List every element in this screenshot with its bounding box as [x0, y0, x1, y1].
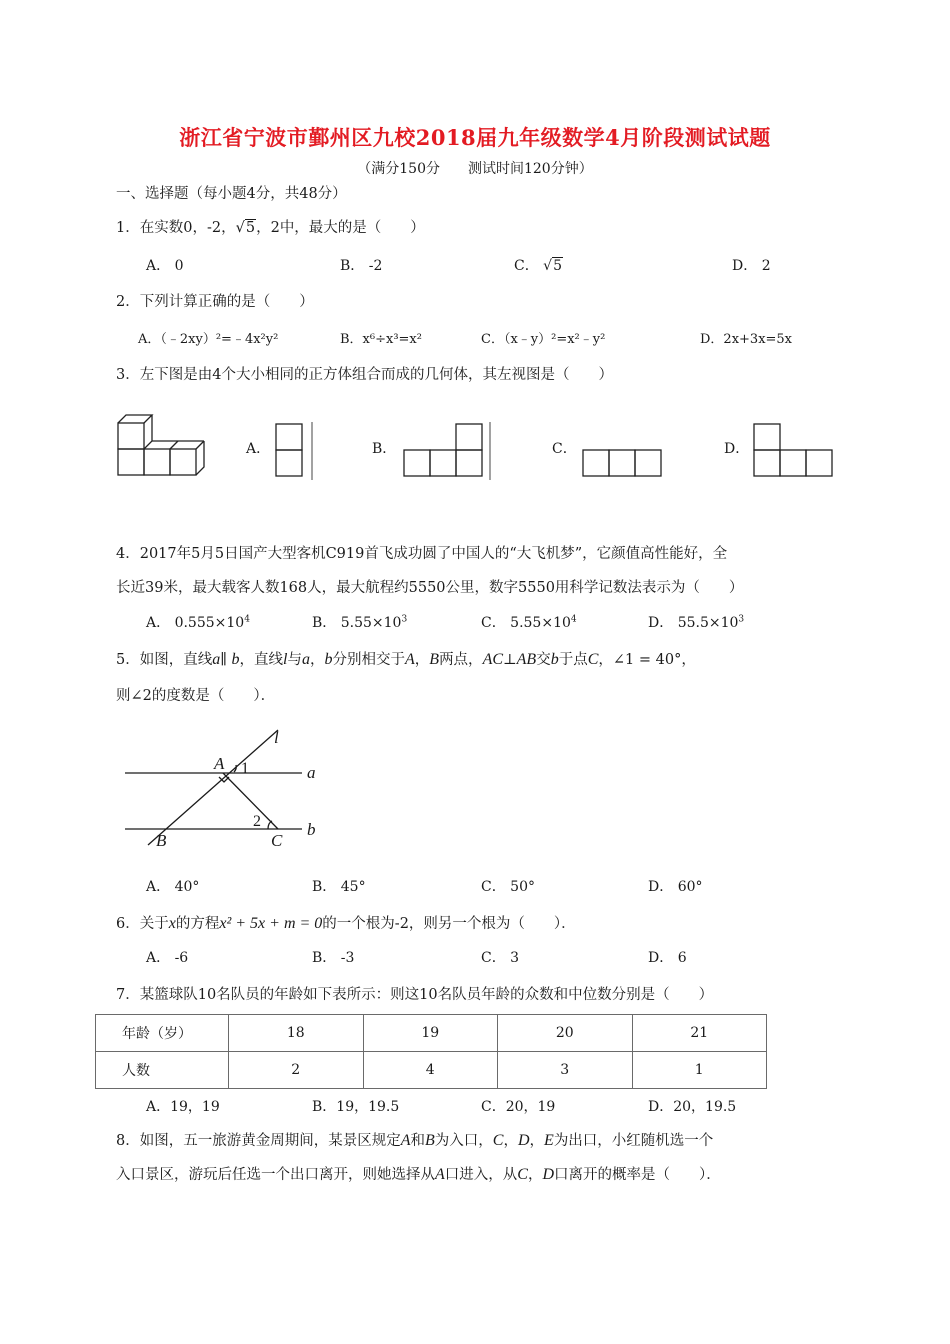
q4-option-a — [146, 612, 250, 632]
option-value: 50° — [510, 879, 535, 895]
q5-var-b: b — [324, 651, 333, 668]
table-cell: 人数 — [96, 1052, 229, 1089]
q6-text: 的方程 — [175, 916, 220, 932]
q5-geometry-figure — [120, 725, 340, 855]
q3-option-b-figure — [402, 422, 492, 482]
cube-solid — [118, 415, 204, 475]
q7-option-d: D．20，19.5 — [648, 1099, 737, 1115]
q5-text: ，直线 — [239, 652, 284, 668]
q8-point-d: D — [542, 1166, 555, 1183]
q5-seg-ac: AC — [482, 651, 504, 668]
question-4-line2: 长近39米，最大载客人数168人，最大航程约5550公里，数字5550用科学记数法表示为（ ） — [116, 580, 744, 596]
option-value: 3 — [510, 950, 520, 966]
q2-option-d: D．2x+3x=5x — [700, 332, 793, 347]
q6-option-d — [648, 947, 687, 967]
option-label: B． — [312, 615, 337, 631]
q1-stem-start: 1．在实数 — [116, 220, 184, 236]
q8-point-a: A — [435, 1166, 445, 1183]
label-l: l — [274, 728, 279, 747]
table-cell: 1 — [632, 1052, 767, 1089]
q1-sep: ， — [221, 220, 236, 236]
option-label: B． — [312, 950, 337, 966]
q8-point-b: B — [425, 1132, 435, 1149]
question-6-stem — [116, 912, 576, 933]
q6-text: 6．关于 — [116, 916, 169, 932]
table-cell: 2 — [229, 1052, 364, 1089]
q5-var-b: b — [231, 651, 240, 668]
option-label: B． — [312, 879, 337, 895]
table-cell: 20 — [498, 1015, 633, 1052]
option-mantissa: 55.5×10 — [677, 615, 739, 631]
q5-text: 两点， — [439, 652, 483, 668]
q5-var-a: a — [212, 651, 221, 668]
q1-number-neg2: -2 — [206, 220, 222, 236]
q3-option-c-label: C． — [552, 441, 577, 457]
q2-option-a: A．（﹣2xy）²=﹣4x²y² — [138, 332, 279, 347]
q8-text: 8．如图，五一旅游黄金周期间，某景区规定 — [116, 1133, 401, 1149]
q5-text: 与 — [287, 652, 302, 668]
q1-option-b — [340, 255, 382, 275]
label-point-a: A — [214, 754, 225, 773]
q5-seg-ab: AB — [516, 651, 537, 668]
q3-option-d-label: D． — [724, 441, 750, 457]
q1-stem-end: 中，最大的是（ ） — [279, 220, 425, 236]
q5-perp: ⊥ — [503, 652, 517, 668]
q1-option-d — [732, 255, 771, 275]
q8-point-c: C — [492, 1132, 504, 1149]
option-label: A． — [146, 879, 171, 895]
q8-text: 口进入，从 — [444, 1167, 518, 1183]
option-value: 2 — [761, 258, 771, 274]
option-value: -3 — [340, 950, 355, 966]
label-angle-1: 1 — [241, 760, 249, 777]
q1-sep: ， — [256, 220, 271, 236]
q1-sep: ， — [192, 220, 207, 236]
q8-point-c: C — [517, 1166, 528, 1183]
q5-text: 分别相交于 — [332, 652, 405, 668]
q7-option-b: B．19，19.5 — [312, 1099, 400, 1115]
q5-text: 于点 — [558, 652, 588, 668]
q1-sqrt5: √5 — [235, 220, 256, 236]
option-mantissa: 5.55×10 — [340, 615, 402, 631]
option-label: A． — [146, 950, 171, 966]
q6-root: -2 — [394, 916, 409, 932]
option-label: D． — [648, 615, 674, 631]
q6-text: ，则另一个根为（ ）． — [408, 916, 576, 932]
q2-option-c: C．（x﹣y）²=x²﹣y² — [481, 332, 606, 347]
label-point-b: B — [156, 831, 167, 850]
table-cell: 4 — [363, 1052, 498, 1089]
q4-option-b — [312, 612, 407, 632]
option-label: A． — [146, 258, 171, 274]
q2-option-b: B．x⁶÷x³=x² — [340, 332, 422, 347]
q5-option-b — [312, 876, 366, 896]
option-label: C． — [481, 615, 506, 631]
q1-radicand: 5 — [245, 220, 256, 236]
option-exponent: 3 — [401, 614, 408, 625]
q8-point-d: D — [517, 1132, 530, 1149]
label-b: b — [307, 820, 316, 839]
q5-angle-1: ∠1 = 40° — [612, 652, 682, 668]
q8-point-a: A — [400, 1132, 411, 1149]
option-label: C． — [481, 879, 506, 895]
table-cell: 21 — [632, 1015, 767, 1052]
option-label: B． — [340, 258, 365, 274]
option-exponent: 4 — [244, 614, 250, 625]
option-label: C． — [514, 258, 539, 274]
q7-age-table — [95, 1014, 767, 1089]
question-3-stem: 3．左下图是由4个大小相同的正方体组合而成的几何体，其左视图是（ ） — [116, 367, 613, 383]
q3-option-a-figure — [274, 422, 314, 482]
section-heading: 一、选择题（每小题4分，共48分） — [116, 186, 347, 202]
option-mantissa: 0.555×10 — [174, 615, 245, 631]
option-value: -2 — [368, 258, 383, 274]
option-value: 5 — [553, 258, 563, 274]
q4-option-c — [481, 612, 577, 632]
q1-number-2: 2 — [270, 220, 280, 236]
q7-option-a: A．19，19 — [146, 1099, 220, 1115]
table-row — [96, 1052, 767, 1089]
q4-option-d — [648, 612, 744, 632]
q5-text: 5．如图，直线 — [116, 652, 213, 668]
q3-option-c-figure — [582, 448, 666, 478]
q1-number-0: 0 — [183, 220, 193, 236]
option-label: D． — [648, 879, 674, 895]
q8-point-e: E — [544, 1132, 554, 1149]
q6-text: 的一个根为 — [322, 916, 395, 932]
q5-var-l: l — [283, 651, 288, 668]
table-cell: 19 — [363, 1015, 498, 1052]
q6-option-a — [146, 947, 188, 967]
q8-sep: ， — [529, 1133, 545, 1149]
q5-option-a — [146, 876, 199, 896]
q8-text: 入口景区，游玩后任选一个出口离开，则她选择从 — [116, 1167, 435, 1183]
option-label: D． — [732, 258, 758, 274]
question-8-line1 — [116, 1129, 713, 1150]
segment-ac — [223, 773, 278, 829]
option-label: C． — [481, 950, 506, 966]
option-mantissa: 5.55×10 — [510, 615, 571, 631]
table-cell: 18 — [229, 1015, 364, 1052]
q3-option-a-label: A． — [246, 441, 271, 457]
q8-text: 为出口，小红随机选一个 — [553, 1133, 714, 1149]
question-4-line1: 4．2017年5月5日国产大型客机C919首飞成功圆了中国人的“大飞机梦”，它颜值高性能好，全 — [116, 546, 728, 562]
q1-option-a — [146, 255, 184, 275]
q5-option-d — [648, 876, 703, 896]
q3-option-d-figure — [753, 422, 837, 480]
option-label: A． — [146, 615, 171, 631]
q5-var-a: a — [302, 651, 310, 668]
label-point-c: C — [271, 831, 283, 850]
question-5-line2: 则∠2的度数是（ ）． — [116, 688, 276, 704]
table-row — [96, 1015, 767, 1052]
option-value: 40° — [174, 879, 200, 895]
option-value: -6 — [174, 950, 189, 966]
q8-sep: ， — [503, 1133, 518, 1149]
question-2-stem: 2．下列计算正确的是（ ） — [116, 294, 314, 310]
option-value: 45° — [340, 879, 366, 895]
q1-option-c-sqrt: √5 — [543, 258, 563, 274]
q5-point-a: A — [405, 651, 415, 668]
page-title: 浙江省宁波市鄞州区九校2018届九年级数学4月阶段测试试题 — [179, 125, 771, 150]
q8-text: 和 — [410, 1133, 426, 1149]
q8-text: 为入口， — [434, 1133, 493, 1149]
q6-var-x: x — [168, 915, 176, 932]
q6-equation: x² + 5x + m = 0 — [219, 915, 323, 932]
label-angle-2: 2 — [253, 813, 261, 830]
q6-option-c — [481, 947, 519, 967]
q8-text: 口离开的概率是（ ）． — [554, 1167, 721, 1183]
q5-point-b: B — [429, 651, 440, 668]
q5-parallel: ∥ — [220, 652, 227, 668]
option-value: 0 — [174, 258, 184, 274]
question-5-line1: 5．如图，直线a∥ b，直线l与a，b分别相交于A，B两点，AC⊥AB交b于点C，∠1 = 40°， — [116, 651, 696, 668]
q3-cube-figure — [110, 405, 215, 480]
question-7-stem: 7．某篮球队10名队员的年龄如下表所示：则这10名队员年龄的众数和中位数分别是（ ） — [116, 987, 714, 1003]
option-exponent: 3 — [738, 614, 745, 625]
option-exponent: 4 — [570, 614, 577, 625]
q5-point-c: C — [587, 651, 599, 668]
option-label: D． — [648, 950, 674, 966]
option-value: 6 — [677, 950, 687, 966]
table-cell: 年龄（岁） — [96, 1015, 229, 1052]
question-1-stem — [116, 216, 425, 237]
q3-option-b-label: B． — [372, 441, 397, 457]
q1-option-c — [514, 255, 563, 275]
q7-option-c: C．20，19 — [481, 1099, 556, 1115]
question-8-line2 — [116, 1163, 721, 1184]
page-subtitle: （满分150分 测试时间120分钟） — [357, 161, 593, 177]
q8-sep: ， — [527, 1167, 543, 1183]
option-value: 60° — [677, 879, 703, 895]
q5-text: 交 — [536, 652, 551, 668]
table-cell: 3 — [498, 1052, 633, 1089]
q5-var-b: b — [550, 651, 559, 668]
q5-option-c — [481, 876, 535, 896]
label-a: a — [307, 763, 316, 782]
q6-option-b — [312, 947, 354, 967]
